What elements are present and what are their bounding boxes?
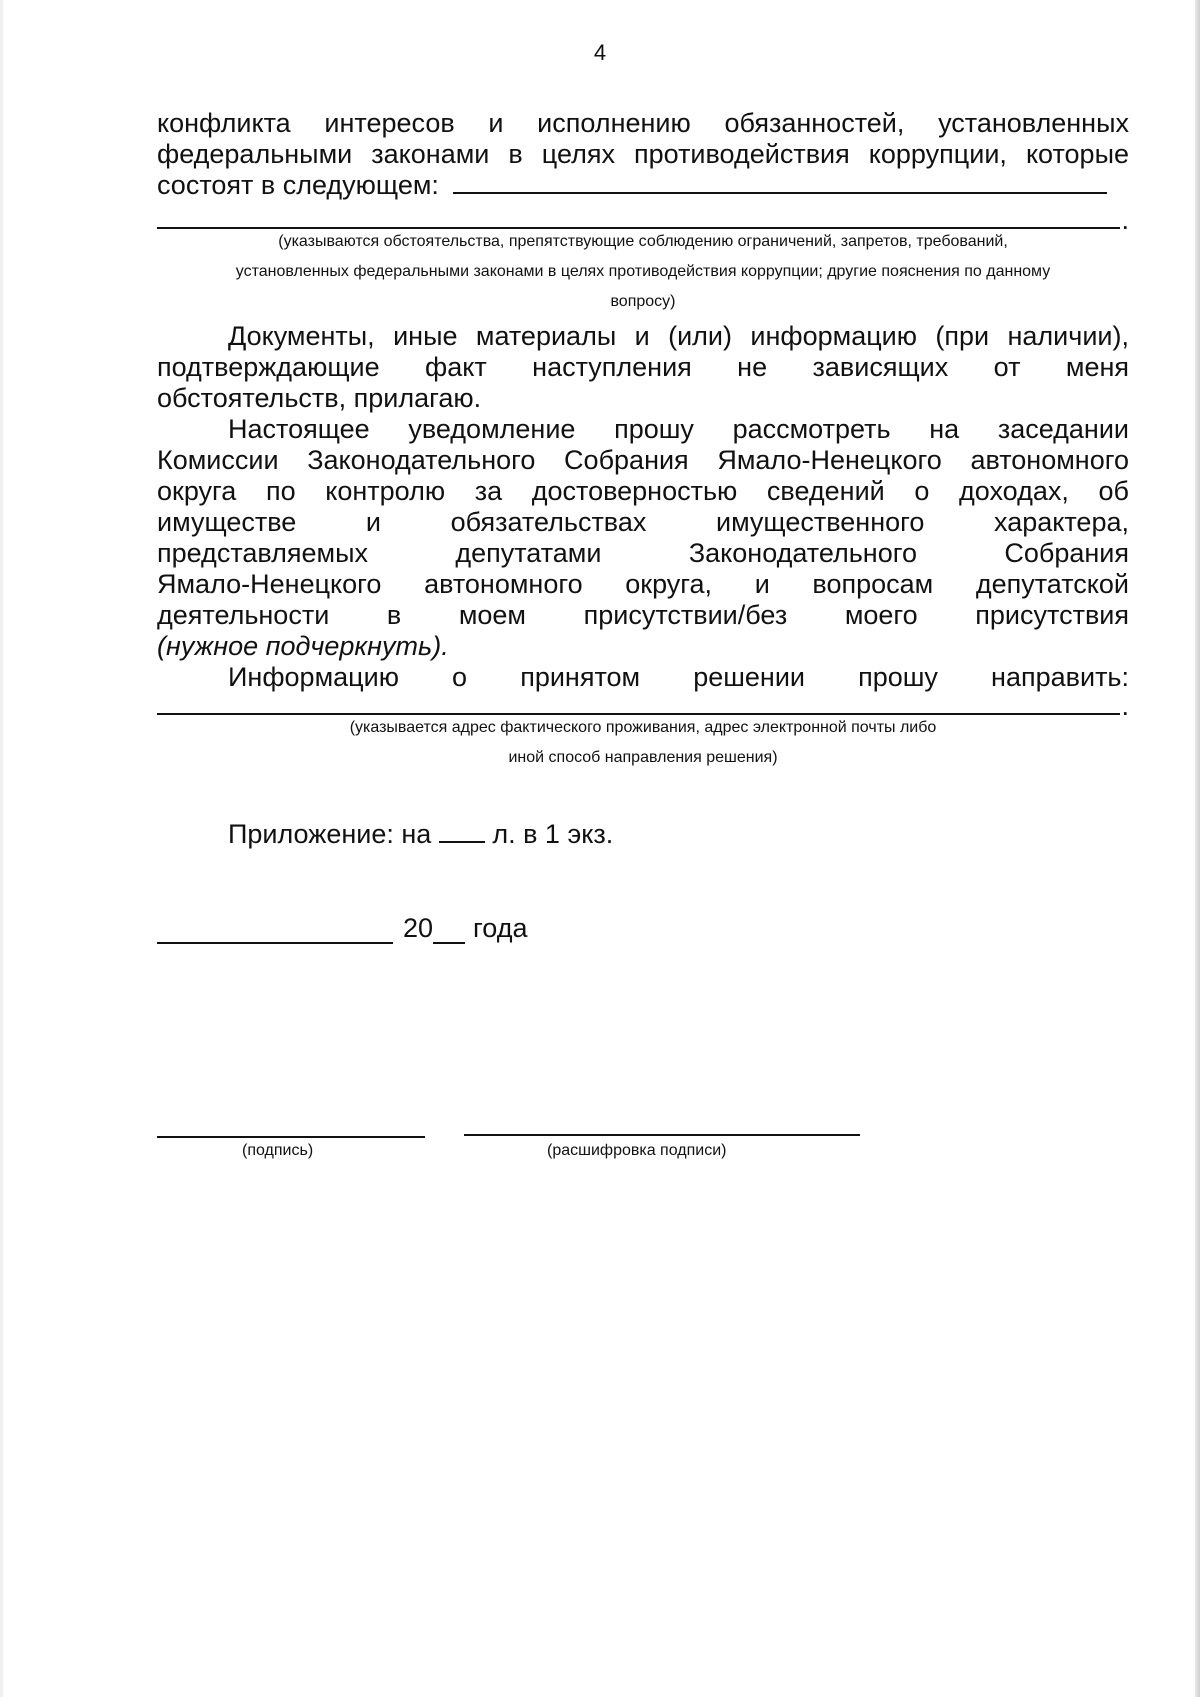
info-line: Информацию о принятом решении прошу направить:: [228, 662, 1129, 692]
note-line: иной способ направления решения): [508, 749, 778, 766]
date-day-month-blank: [157, 920, 393, 944]
document-body: [157, 108, 1129, 1159]
request-line-last: (нужное подчеркнуть).: [157, 631, 449, 661]
address-note: [157, 713, 1129, 773]
note-line: вопросу): [610, 293, 676, 310]
attachment-line: [228, 819, 613, 850]
documents-paragraph: [157, 321, 1129, 414]
info-paragraph: [157, 662, 1129, 693]
page-left-edge: [0, 0, 3, 1697]
request-line: Настоящее уведомление прошу рассмотреть на заседании: [228, 414, 1129, 444]
signature-decode-line: [464, 1134, 860, 1136]
page-right-edge: [1195, 0, 1200, 1697]
circumstances-blank-row: [157, 205, 1129, 235]
request-paragraph: [157, 414, 1129, 662]
request-line: Ямало-Ненецкого автономного округа, и вопросам депутатской: [157, 569, 1129, 599]
intro-paragraph: [157, 108, 1129, 201]
signature-line: [157, 1136, 425, 1138]
intro-line: конфликта интересов и исполнению обязанностей, установленных: [157, 108, 1129, 138]
documents-line: подтверждающие факт наступления не зависящих от меня: [157, 352, 1129, 382]
note-line: установленных федеральными законами в целях противодействия коррупции; другие пояснения по данному: [235, 263, 1051, 280]
signature-caption: (подпись): [242, 1142, 314, 1159]
date-year-blank: [433, 920, 465, 944]
address-blank-row: [157, 691, 1129, 721]
attachment-prefix: Приложение: на: [228, 819, 432, 849]
attachment-suffix: л. в 1 экз.: [492, 819, 614, 849]
intro-line-last: [157, 170, 1129, 201]
circumstances-note: [157, 227, 1129, 317]
note-line: (указывается адрес фактического проживания, адрес электронной почты либо: [349, 719, 937, 736]
documents-line: Документы, иные материалы и (или) информацию (при наличии),: [228, 321, 1129, 351]
request-line: округа по контролю за достоверностью сведений о доходах, об: [157, 476, 1129, 506]
circumstances-blank-line: [157, 207, 1120, 229]
documents-line-last: обстоятельств, прилагаю.: [157, 383, 482, 413]
request-line: деятельности в моем присутствии/без моего присутствия: [157, 600, 1129, 630]
period-mark: .: [1121, 205, 1129, 235]
address-blank-line: [157, 693, 1120, 715]
note-line: (указываются обстоятельства, препятствующие соблюдению ограничений, запретов, требований,: [278, 233, 1008, 250]
period-mark: .: [1121, 691, 1129, 721]
request-line: имуществе и обязательствах имущественного характера,: [157, 507, 1129, 537]
date-word: года: [473, 913, 528, 943]
intro-line: федеральными законами в целях противодействия коррупции, которые: [157, 139, 1129, 169]
date-century: 20: [403, 913, 434, 943]
attachment-pages-blank: [439, 821, 485, 843]
intro-last-text: состоят в следующем:: [157, 170, 439, 200]
signature-decode-caption: (расшифровка подписи): [547, 1142, 727, 1159]
fill-in-line: [453, 172, 1107, 194]
request-line: Комиссии Законодательного Собрания Ямало-Ненецкого автономного: [157, 445, 1129, 475]
request-line: представляемых депутатами Законодательного Собрания: [157, 538, 1129, 568]
date-row: [157, 913, 528, 944]
page-number: 4: [593, 40, 607, 65]
